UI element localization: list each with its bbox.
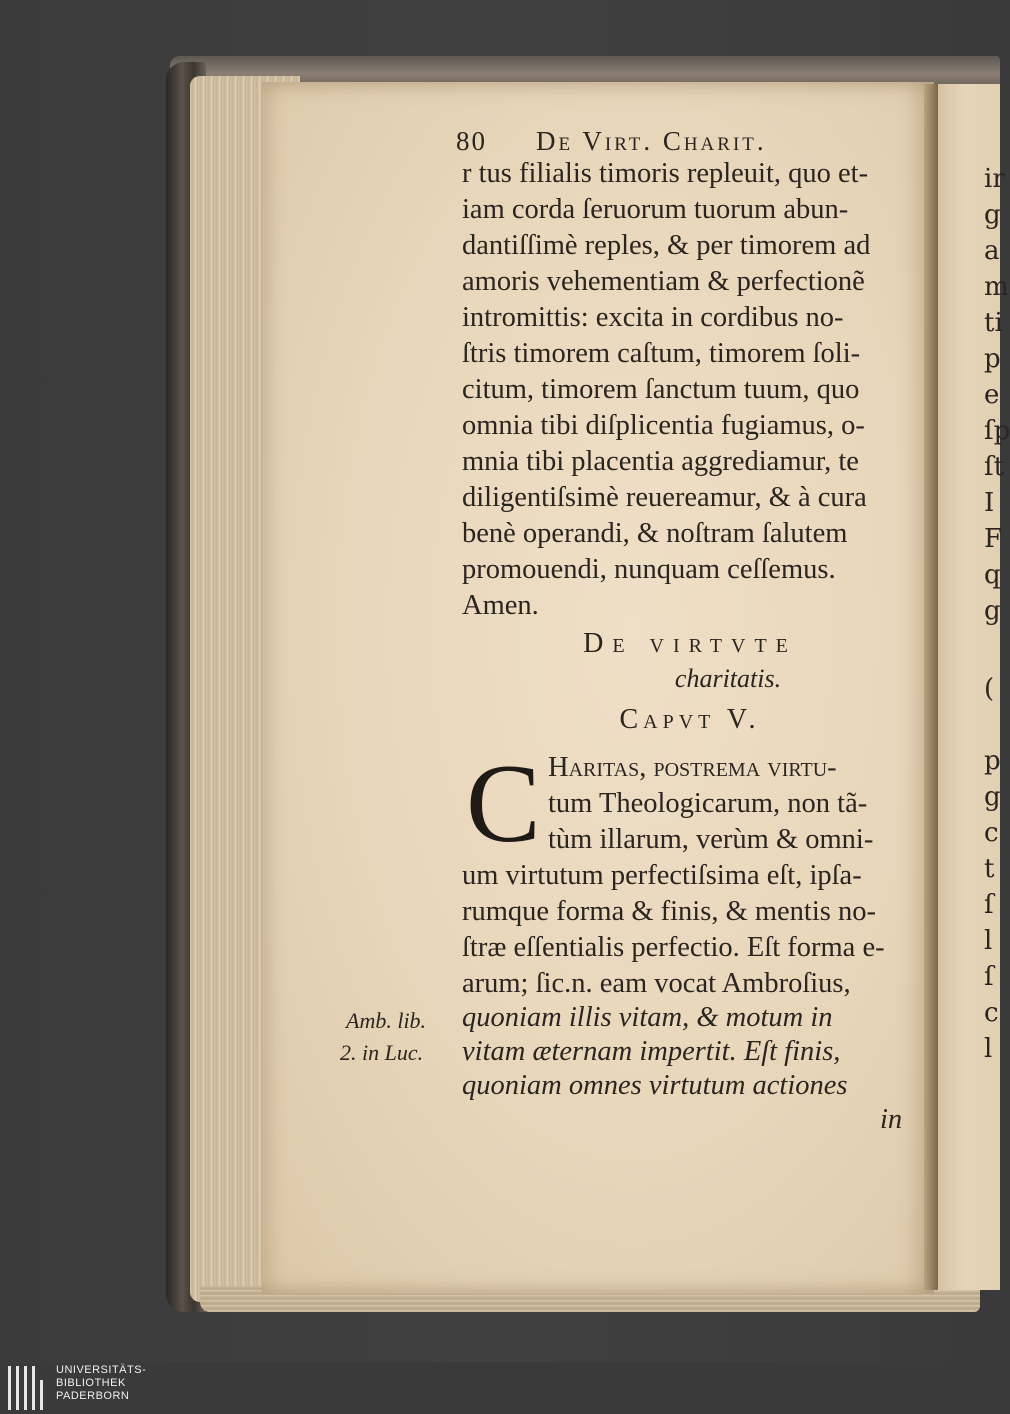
facing-page-fragment: e (984, 380, 1000, 410)
facing-page-fragment: a (984, 236, 1000, 266)
text-line: arum; ſic.n. eam vocat Ambroſius, (462, 968, 851, 999)
text-line: vitam æternam impertit. Eſt finis, (462, 1036, 841, 1067)
library-name-line: BIBLIOTHEK (56, 1377, 126, 1389)
section-title: De virtvte (583, 628, 797, 659)
text-line: intromittis: excita in cordibus no- (462, 302, 844, 333)
text-line: rumque forma & finis, & mentis no- (462, 896, 876, 927)
facing-page-fragment: m (984, 272, 1009, 302)
text-line: quoniam omnes virtutum actiones (462, 1070, 848, 1101)
text-line: diligentiſsimè reuereamur, & à cura (462, 482, 867, 513)
facing-page-fragment: c (984, 818, 999, 848)
text-line: ſtræ eſſentialis perfectio. Eſt forma e- (462, 932, 885, 963)
section-subtitle: charitatis. (674, 664, 782, 693)
drop-cap: C (466, 742, 541, 866)
library-name (56, 1364, 146, 1403)
facing-page-fragment: ir (984, 164, 1005, 194)
facing-page-fragment: l (984, 926, 993, 956)
text-line: dantiſſimè reples, & per timorem ad (462, 230, 871, 261)
facing-page-fragment: ſ (984, 890, 994, 920)
facing-page-fragment: g (984, 200, 1001, 230)
catchword: in (880, 1104, 903, 1135)
facing-page-fragment: ſt (984, 452, 1005, 482)
text-line: iam corda ſeruorum tuorum abun- (462, 194, 849, 225)
library-name-line: PADERBORN (56, 1390, 130, 1402)
text-line: Amen. (462, 590, 539, 621)
facing-page-fragment: F (984, 524, 1003, 554)
facing-page-fragment: p (984, 344, 1001, 374)
text-line: quoniam illis vitam, & motum in (462, 1002, 833, 1033)
facing-page-fragment: l (984, 1034, 993, 1064)
text-line: tum Theologicarum, non tã- (548, 788, 868, 819)
text-line: amoris vehementiam & perfectionẽ (462, 266, 865, 297)
facing-page-fragment: I (984, 488, 995, 518)
chapter-heading: Capvt V. (619, 704, 761, 735)
page-number: 80 (456, 126, 487, 156)
text-line: um virtutum perfectiſsima eſt, ipſa- (462, 860, 862, 891)
facing-page-fragment: ſp (984, 416, 1010, 446)
text-line: r tus filialis timoris repleuit, quo et- (462, 158, 869, 189)
facing-page-fragment: g (984, 782, 1001, 812)
text-line: tùm illarum, verùm & omni- (548, 824, 874, 855)
text-line: Haritas, poſtrema virtu- (548, 752, 837, 783)
library-name-line: UNIVERSITÄTS- (56, 1364, 147, 1376)
text-line: omnia tibi diſplicentia fugiamus, o- (462, 410, 865, 441)
facing-page-fragment: g (984, 596, 1001, 626)
facing-page-fragment: q (984, 560, 1001, 590)
facing-page-fragment: ( (984, 674, 995, 704)
text-line: benè operandi, & noſtram ſalutem (462, 518, 848, 549)
facing-page-fragment: ti (984, 308, 1003, 338)
text-line: ſtris timorem caſtum, timorem ſoli- (462, 338, 861, 369)
footer-bar (0, 1362, 1000, 1414)
running-title: De Virt. Charit. (536, 126, 767, 156)
text-line: citum, timorem ſanctum tuum, quo (462, 374, 860, 405)
facing-page-fragment: c (984, 998, 999, 1028)
margin-note: Amb. lib. (346, 1008, 427, 1033)
facing-page-fragment: ſ (984, 962, 994, 992)
library-logo-icon (8, 1366, 52, 1410)
facing-page-fragment: t (984, 854, 995, 884)
margin-note: 2. in Luc. (340, 1040, 424, 1065)
facing-page-fragment: p (984, 746, 1001, 776)
text-line: promouendi, nunquam ceſſemus. (462, 554, 836, 585)
text-line: mnia tibi placentia aggrediamur, te (462, 446, 859, 477)
